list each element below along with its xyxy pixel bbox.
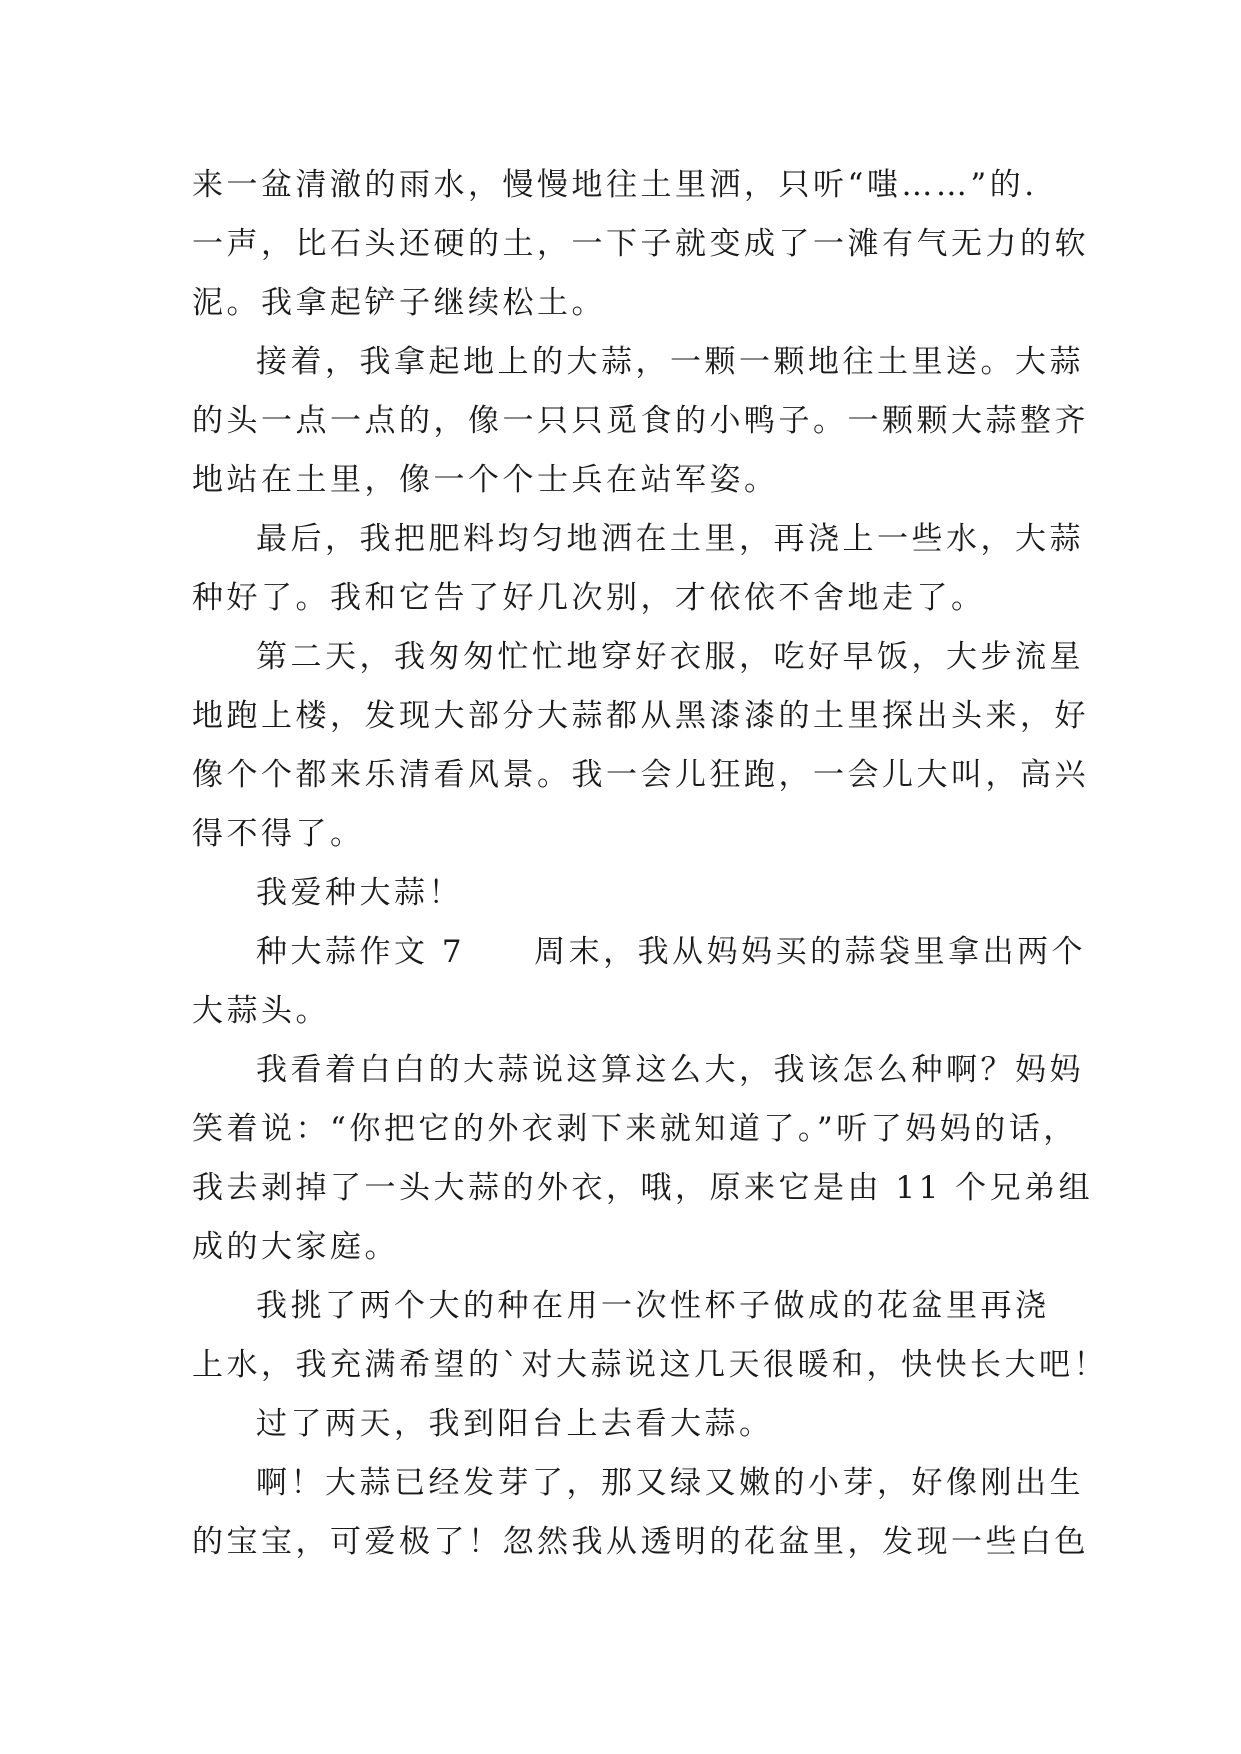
text-line: 的头一点一点的，像一只只觅食的小鸭子。一颗颗大蒜整齐 bbox=[192, 403, 1089, 439]
text-line: 上水，我充满希望的`对大蒜说这几天很暖和，快快长大吧！ bbox=[192, 1347, 1108, 1383]
text-line: 最后，我把肥料均匀地洒在土里，再浇上一些水，大蒜 bbox=[256, 521, 1084, 557]
text-line: 一声，比石头还硬的土，一下子就变成了一滩有气无力的软 bbox=[192, 226, 1089, 262]
text-line: 我爱种大蒜！ bbox=[256, 875, 463, 911]
text-line: 笑着说：“你把它的外衣剥下来就知道了。”听了妈妈的话， bbox=[192, 1111, 1078, 1147]
text-line: 得不得了。 bbox=[192, 816, 365, 852]
text-line: 接着，我拿起地上的大蒜，一颗一颗地往土里送。大蒜 bbox=[256, 344, 1084, 380]
text-line: 过了两天，我到阳台上去看大蒜。 bbox=[256, 1406, 774, 1442]
text-line: 种好了。我和它告了好几次别，才依依不舍地走了。 bbox=[192, 580, 986, 616]
text-line: 像个个都来乐清看风景。我一会儿狂跑，一会儿大叫，高兴 bbox=[192, 757, 1089, 793]
text-line: 啊！大蒜已经发芽了，那又绿又嫩的小芽，好像刚出生 bbox=[256, 1465, 1084, 1501]
text-line: 成的大家庭。 bbox=[192, 1229, 399, 1265]
text-line: 第二天，我匆匆忙忙地穿好衣服，吃好早饭，大步流星 bbox=[256, 639, 1084, 675]
text-line: 我去剥掉了一头大蒜的外衣，哦，原来它是由 11 个兄弟组 bbox=[192, 1170, 1094, 1206]
document-body bbox=[192, 156, 1108, 1572]
text-line: 大蒜头。 bbox=[192, 993, 330, 1029]
text-line: 泥。我拿起铲子继续松土。 bbox=[192, 285, 606, 321]
text-line: 来一盆清澈的雨水，慢慢地往土里洒，只听“嗤……”的. bbox=[192, 167, 1038, 203]
text-line: 种大蒜作文 7 周末，我从妈妈买的蒜袋里拿出两个 bbox=[256, 934, 1087, 970]
text-line: 的宝宝，可爱极了！忽然我从透明的花盆里，发现一些白色 bbox=[192, 1524, 1089, 1560]
text-line: 地站在土里，像一个个士兵在站军姿。 bbox=[192, 462, 779, 498]
text-line: 我挑了两个大的种在用一次性杯子做成的花盆里再浇 bbox=[256, 1288, 1050, 1324]
text-line: 我看着白白的大蒜说这算这么大，我该怎么种啊？妈妈 bbox=[256, 1052, 1084, 1088]
text-line: 地跑上楼，发现大部分大蒜都从黑漆漆的土里探出头来，好 bbox=[192, 698, 1089, 734]
